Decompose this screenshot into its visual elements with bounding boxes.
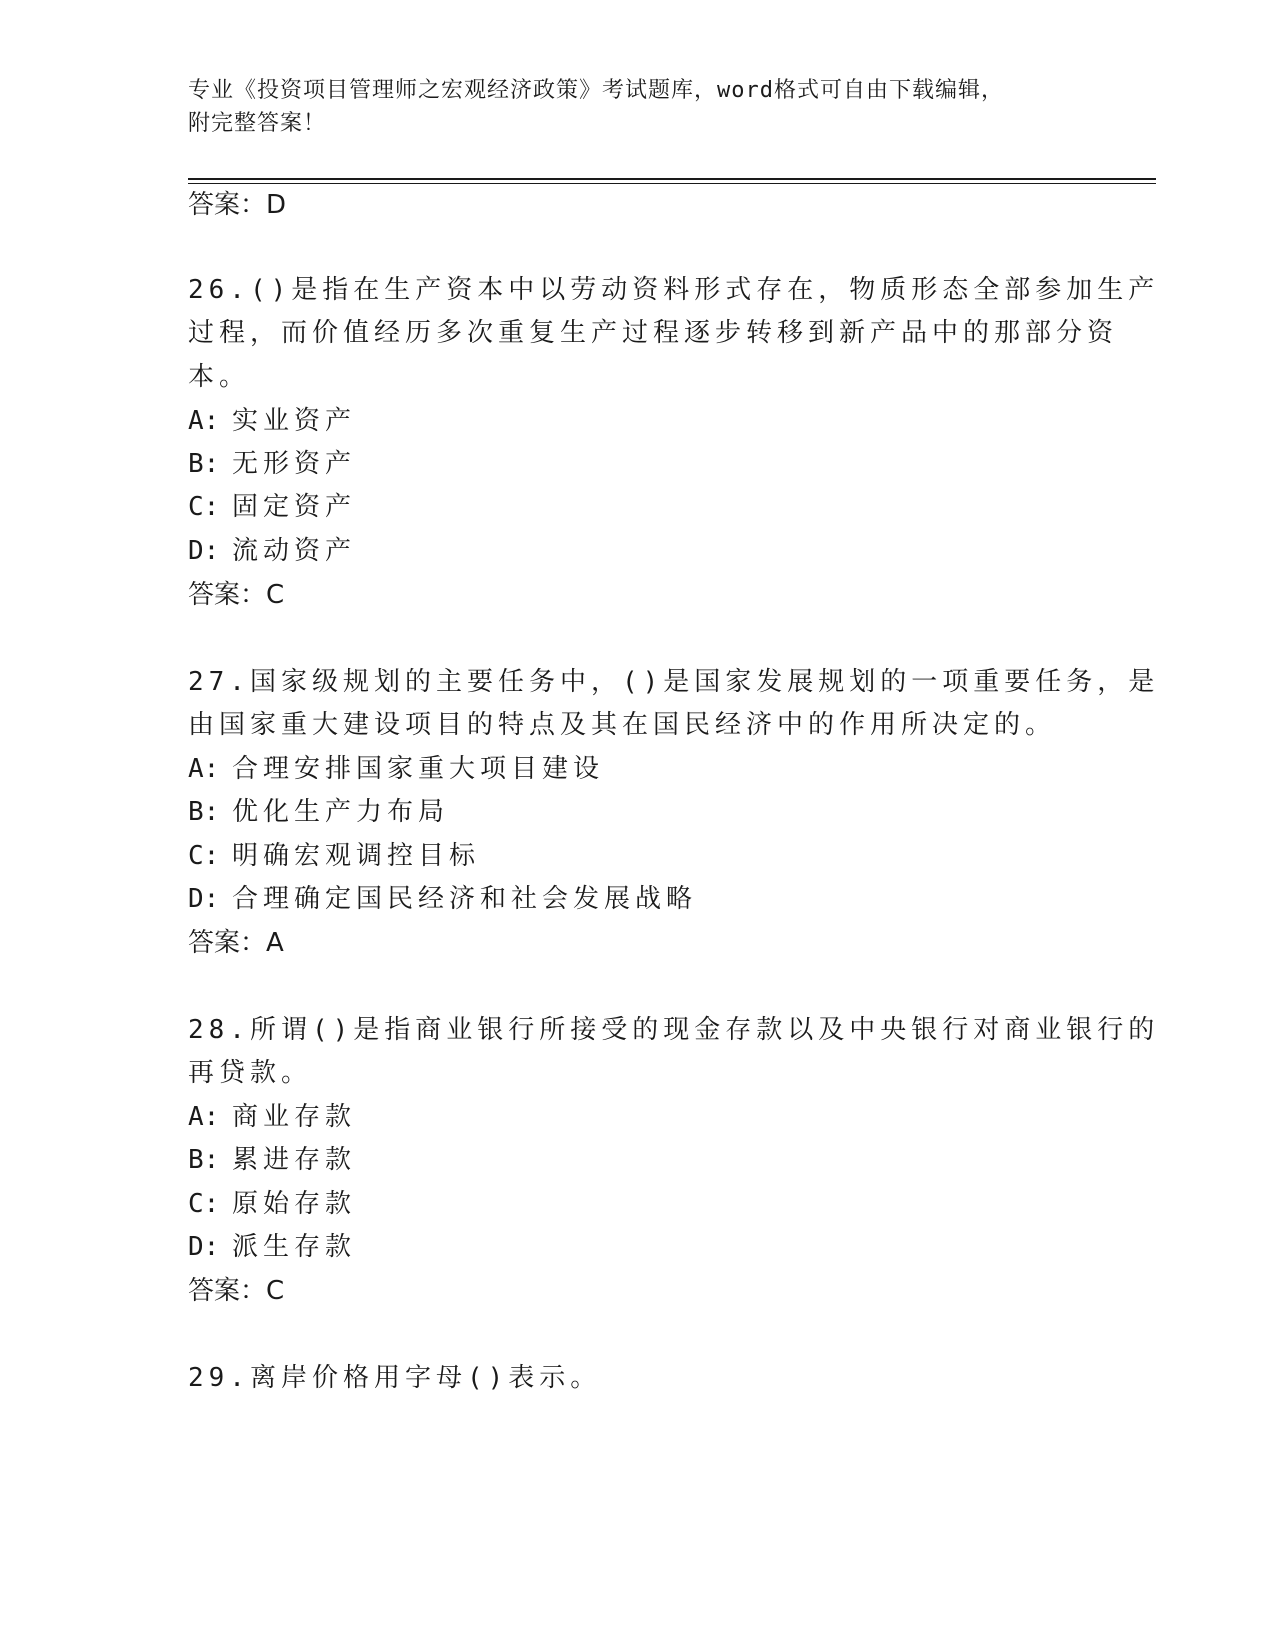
question-26-option-d xyxy=(188,536,356,566)
header-line-1: 专业《投资项目管理师之宏观经济政策》考试题库，word格式可自由下载编辑， xyxy=(188,78,1004,103)
option-letter: D: xyxy=(188,1232,220,1262)
option-text: 明确宏观调控目标 xyxy=(232,841,481,871)
question-27-stem-line-1: 27.国家级规划的主要任务中，()是国家发展规划的一项重要任务，是 xyxy=(188,667,1160,697)
header-divider-thick xyxy=(188,178,1156,180)
option-text: 合理安排国家重大项目建设 xyxy=(232,754,605,784)
question-27-stem-line-2: 由国家重大建设项目的特点及其在国民经济中的作用所决定的。 xyxy=(188,710,1057,740)
option-text: 合理确定国民经济和社会发展战略 xyxy=(232,884,698,914)
question-28-stem-line-2: 再贷款。 xyxy=(188,1058,313,1088)
question-28-option-c xyxy=(188,1189,356,1219)
question-28-option-d xyxy=(188,1232,356,1262)
question-26-option-c xyxy=(188,492,356,522)
option-letter: B: xyxy=(188,449,220,479)
question-26-stem-line-2: 过程，而价值经历多次重复生产过程逐步转移到新产品中的那部分资 xyxy=(188,318,1119,348)
option-text: 累进存款 xyxy=(232,1145,357,1175)
option-text: 优化生产力布局 xyxy=(232,797,450,827)
question-27-option-b xyxy=(188,797,449,827)
question-28-option-a xyxy=(188,1102,356,1132)
question-28-stem-line-1: 28.所谓()是指商业银行所接受的现金存款以及中央银行对商业银行的 xyxy=(188,1015,1160,1045)
option-letter: C: xyxy=(188,1189,220,1219)
answer-label: 答案： xyxy=(188,1276,267,1306)
question-28-option-b xyxy=(188,1145,356,1175)
option-letter: C: xyxy=(188,492,220,522)
option-letter: A: xyxy=(188,754,220,784)
option-letter: A: xyxy=(188,406,220,436)
question-26-option-b xyxy=(188,449,356,479)
option-letter: B: xyxy=(188,1145,220,1175)
option-text: 无形资产 xyxy=(232,449,357,479)
option-text: 派生存款 xyxy=(232,1232,357,1262)
answer-line xyxy=(188,190,286,220)
option-text: 原始存款 xyxy=(232,1189,357,1219)
question-27-answer xyxy=(188,928,284,958)
answer-value: D xyxy=(266,190,287,220)
answer-label: 答案： xyxy=(188,580,267,610)
question-26-option-a xyxy=(188,406,356,436)
option-letter: C: xyxy=(188,841,220,871)
option-text: 固定资产 xyxy=(232,492,357,522)
question-27-option-a xyxy=(188,754,604,784)
option-letter: D: xyxy=(188,884,220,914)
answer-value: A xyxy=(266,928,284,958)
option-letter: D: xyxy=(188,536,220,566)
question-26-answer xyxy=(188,580,284,610)
question-28-answer xyxy=(188,1276,284,1306)
option-text: 商业存款 xyxy=(232,1102,357,1132)
document-header xyxy=(188,74,1088,140)
option-text: 实业资产 xyxy=(232,406,357,436)
question-27-option-c xyxy=(188,841,480,871)
header-line-2: 附完整答案！ xyxy=(188,111,327,136)
option-text: 流动资产 xyxy=(232,536,357,566)
answer-label: 答案： xyxy=(188,928,267,958)
question-26-stem-line-3: 本。 xyxy=(188,362,251,392)
header-divider-thin xyxy=(188,183,1156,184)
answer-value: C xyxy=(266,1276,285,1306)
answer-label: 答案： xyxy=(188,190,267,220)
question-26-stem-line-1: 26.()是指在生产资本中以劳动资料形式存在，物质形态全部参加生产 xyxy=(188,275,1160,305)
answer-value: C xyxy=(266,580,285,610)
question-27-option-d xyxy=(188,884,697,914)
option-letter: B: xyxy=(188,797,220,827)
option-letter: A: xyxy=(188,1102,220,1132)
question-29-stem-line-1: 29.离岸价格用字母()表示。 xyxy=(188,1363,602,1393)
